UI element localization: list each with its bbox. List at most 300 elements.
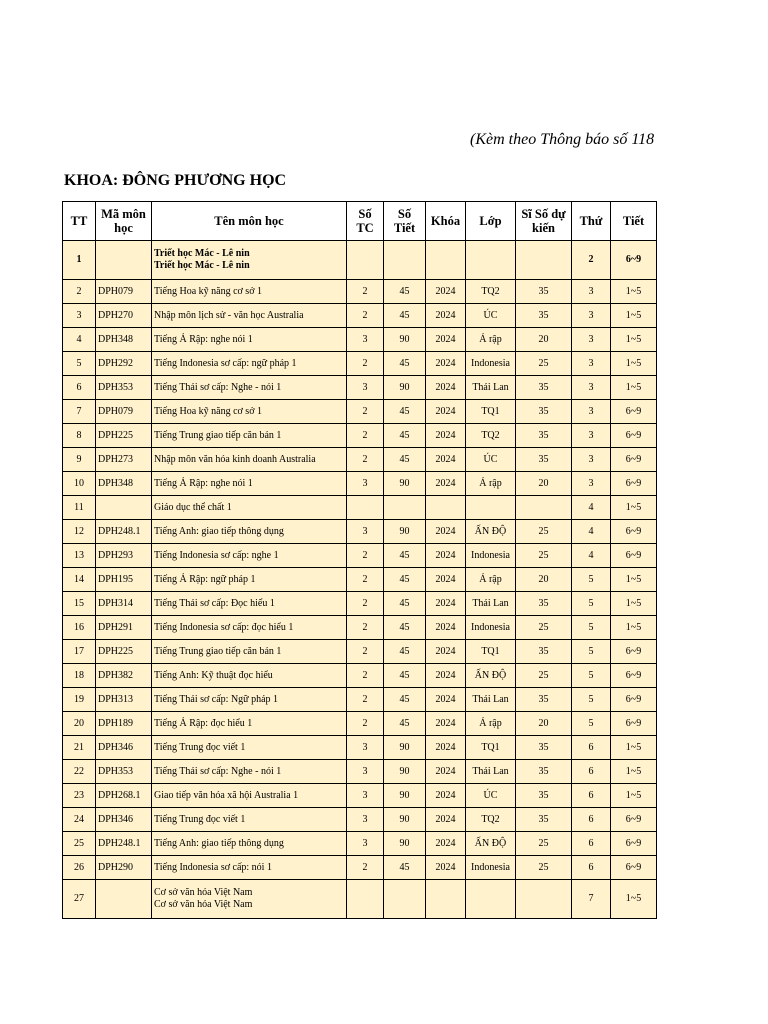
table-row [63,280,657,304]
cell-tiet: 6~9 [611,544,657,568]
cell-lop: Thái Lan [466,688,516,712]
cell-siso: 35 [516,448,572,472]
cell-tiets: 90 [384,328,426,352]
cell-ma: DPH273 [96,448,152,472]
cell-khoa: 2024 [426,304,466,328]
cell-ma [96,241,152,280]
cell-ma: DPH290 [96,856,152,880]
col-header-siso: Sĩ Số dự kiến [516,202,572,241]
cell-tt: 17 [63,640,96,664]
cell-name: Tiếng Thái sơ cấp: Nghe - nói 1 [152,760,347,784]
cell-tt: 11 [63,496,96,520]
cell-tiets: 90 [384,736,426,760]
col-header-tt: TT [63,202,96,241]
cell-thu: 5 [572,664,611,688]
cell-tiet: 1~5 [611,328,657,352]
col-header-tiet: Tiết [611,202,657,241]
cell-khoa: 2024 [426,856,466,880]
cell-tiets [384,496,426,520]
cell-name: Tiếng Thái sơ cấp: Đọc hiểu 1 [152,592,347,616]
cell-tt: 22 [63,760,96,784]
cell-lop: ẤN ĐỘ [466,520,516,544]
cell-tiets: 45 [384,568,426,592]
cell-tiet: 1~5 [611,736,657,760]
table-row [63,352,657,376]
cell-name: Tiếng Trung đọc viết 1 [152,808,347,832]
cell-tiets: 45 [384,544,426,568]
cell-tiets: 45 [384,304,426,328]
cell-name: Giáo dục thể chất 1 [152,496,347,520]
cell-siso: 35 [516,688,572,712]
cell-tiet: 1~5 [611,376,657,400]
cell-tiets: 45 [384,616,426,640]
cell-name: Tiếng Anh: giao tiếp thông dụng [152,832,347,856]
cell-tiet: 6~9 [611,664,657,688]
cell-lop [466,241,516,280]
cell-ma: DPH225 [96,424,152,448]
cell-tiets: 45 [384,448,426,472]
cell-khoa: 2024 [426,328,466,352]
col-header-ma: Mã môn học [96,202,152,241]
table-row [63,760,657,784]
cell-name: Tiếng Indonesia sơ cấp: nghe 1 [152,544,347,568]
cell-lop: Thái Lan [466,592,516,616]
cell-siso: 35 [516,736,572,760]
cell-siso: 25 [516,544,572,568]
cell-tt: 25 [63,832,96,856]
cell-tiets [384,241,426,280]
cell-thu: 3 [572,280,611,304]
cell-tt: 4 [63,328,96,352]
cell-lop: Indonesia [466,544,516,568]
cell-ma: DPH248.1 [96,520,152,544]
cell-tt: 3 [63,304,96,328]
cell-tt: 16 [63,616,96,640]
cell-khoa: 2024 [426,424,466,448]
cell-siso: 20 [516,712,572,736]
cell-tiet: 1~5 [611,784,657,808]
col-header-sotc: Số TC [347,202,384,241]
table-row [63,688,657,712]
cell-ma: DPH079 [96,400,152,424]
table-row [63,328,657,352]
table-row [63,241,657,280]
cell-tiet: 6~9 [611,712,657,736]
cell-lop: Indonesia [466,856,516,880]
cell-tiets: 45 [384,640,426,664]
cell-lop: Indonesia [466,616,516,640]
cell-name: Tiếng Thái sơ cấp: Ngữ pháp 1 [152,688,347,712]
cell-name: Giao tiếp văn hóa xã hội Australia 1 [152,784,347,808]
cell-tt: 7 [63,400,96,424]
cell-siso: 20 [516,472,572,496]
cell-tc: 2 [347,448,384,472]
cell-ma: DPH268.1 [96,784,152,808]
cell-lop: ẤN ĐỘ [466,664,516,688]
cell-tc: 3 [347,760,384,784]
cell-name: Tiếng Anh: Kỹ thuật đọc hiểu [152,664,347,688]
table-row [63,304,657,328]
cell-thu: 2 [572,241,611,280]
table-row [63,664,657,688]
cell-tc: 2 [347,592,384,616]
cell-tt: 5 [63,352,96,376]
table-row [63,568,657,592]
cell-lop: TQ2 [466,280,516,304]
cell-name: Nhập môn lịch sử - văn học Australia [152,304,347,328]
col-header-thu: Thứ [572,202,611,241]
cell-khoa: 2024 [426,280,466,304]
cell-tiet: 6~9 [611,448,657,472]
cell-siso [516,880,572,919]
cell-lop: Thái Lan [466,760,516,784]
schedule-table [62,201,657,919]
cell-thu: 4 [572,496,611,520]
cell-name: Tiếng Thái sơ cấp: Nghe - nói 1 [152,376,347,400]
cell-tiets: 45 [384,856,426,880]
cell-ma: DPH291 [96,616,152,640]
cell-thu: 3 [572,448,611,472]
cell-khoa: 2024 [426,568,466,592]
cell-thu: 5 [572,568,611,592]
cell-name: Tiếng Ả Rập: nghe nói 1 [152,328,347,352]
cell-tiet: 1~5 [611,592,657,616]
cell-ma: DPH382 [96,664,152,688]
cell-thu: 3 [572,352,611,376]
cell-khoa: 2024 [426,832,466,856]
cell-ma: DPH353 [96,760,152,784]
cell-tc: 2 [347,400,384,424]
cell-khoa: 2024 [426,472,466,496]
cell-tiets: 90 [384,760,426,784]
cell-tc: 2 [347,664,384,688]
table-row [63,544,657,568]
col-header-ten: Tên môn học [152,202,347,241]
cell-ma: DPH248.1 [96,832,152,856]
cell-ma: DPH270 [96,304,152,328]
table-row [63,640,657,664]
cell-lop: ÚC [466,784,516,808]
cell-lop [466,496,516,520]
cell-lop [466,880,516,919]
cell-tiets [384,880,426,919]
table-row [63,784,657,808]
cell-ma: DPH346 [96,736,152,760]
cell-tt: 2 [63,280,96,304]
cell-tc: 2 [347,856,384,880]
cell-name: Tiếng Trung giao tiếp căn bản 1 [152,640,347,664]
cell-khoa: 2024 [426,448,466,472]
cell-tc: 2 [347,544,384,568]
cell-name: Nhập môn văn hóa kinh doanh Australia [152,448,347,472]
cell-tiet: 6~9 [611,808,657,832]
cell-name: Tiếng Trung giao tiếp căn bản 1 [152,424,347,448]
cell-tiets: 45 [384,592,426,616]
cell-thu: 7 [572,880,611,919]
cell-siso: 35 [516,760,572,784]
table-header [63,202,657,241]
cell-tiet: 6~9 [611,241,657,280]
cell-tc: 3 [347,808,384,832]
col-header-khoa: Khóa [426,202,466,241]
cell-name: Tiếng Hoa kỹ năng cơ sở 1 [152,400,347,424]
cell-tc: 3 [347,472,384,496]
cell-tc: 2 [347,304,384,328]
cell-name: Tiếng Anh: giao tiếp thông dụng [152,520,347,544]
cell-khoa: 2024 [426,640,466,664]
cell-tiets: 90 [384,376,426,400]
cell-khoa: 2024 [426,352,466,376]
cell-thu: 3 [572,328,611,352]
cell-siso: 35 [516,400,572,424]
cell-lop: Indonesia [466,352,516,376]
cell-khoa: 2024 [426,592,466,616]
cell-tiets: 45 [384,424,426,448]
cell-khoa: 2024 [426,616,466,640]
table-row [63,376,657,400]
cell-siso: 25 [516,856,572,880]
cell-ma: DPH346 [96,808,152,832]
cell-tiet: 6~9 [611,424,657,448]
cell-ma: DPH293 [96,544,152,568]
cell-khoa: 2024 [426,520,466,544]
cell-tiet: 6~9 [611,688,657,712]
cell-khoa: 2024 [426,712,466,736]
cell-ma: DPH225 [96,640,152,664]
cell-tiet: 1~5 [611,760,657,784]
cell-siso: 35 [516,376,572,400]
cell-tiet: 1~5 [611,568,657,592]
cell-tiet: 1~5 [611,880,657,919]
cell-siso: 25 [516,832,572,856]
table-row [63,736,657,760]
table-row [63,472,657,496]
cell-ma: DPH292 [96,352,152,376]
cell-lop: TQ2 [466,424,516,448]
cell-tiets: 45 [384,352,426,376]
cell-tiet: 1~5 [611,352,657,376]
cell-ma: DPH189 [96,712,152,736]
cell-siso: 20 [516,328,572,352]
cell-tiet: 6~9 [611,520,657,544]
cell-tiets: 45 [384,688,426,712]
table-row [63,496,657,520]
cell-tc [347,880,384,919]
cell-siso: 35 [516,304,572,328]
cell-name: Tiếng Indonesia sơ cấp: nói 1 [152,856,347,880]
cell-tt: 21 [63,736,96,760]
cell-name: Triết học Mác - Lê nin Triết học Mác - Lê nin [152,241,347,280]
cell-tc: 2 [347,712,384,736]
cell-tt: 13 [63,544,96,568]
cell-tiet: 6~9 [611,856,657,880]
cell-tc: 3 [347,328,384,352]
table-row [63,424,657,448]
cell-tc [347,496,384,520]
cell-thu: 4 [572,544,611,568]
cell-thu: 6 [572,856,611,880]
cell-ma [96,880,152,919]
cell-name: Cơ sở văn hóa Việt Nam Cơ sở văn hóa Việt Nam [152,880,347,919]
cell-thu: 3 [572,376,611,400]
cell-name: Tiếng Indonesia sơ cấp: đọc hiểu 1 [152,616,347,640]
cell-khoa: 2024 [426,664,466,688]
cell-khoa: 2024 [426,400,466,424]
cell-ma [96,496,152,520]
cell-lop: TQ1 [466,736,516,760]
cell-ma: DPH195 [96,568,152,592]
cell-tiet: 1~5 [611,616,657,640]
cell-siso: 25 [516,352,572,376]
cell-tt: 27 [63,880,96,919]
cell-tt: 6 [63,376,96,400]
cell-khoa: 2024 [426,544,466,568]
cell-tt: 14 [63,568,96,592]
cell-tt: 23 [63,784,96,808]
cell-siso [516,241,572,280]
cell-khoa: 2024 [426,688,466,712]
cell-thu: 5 [572,688,611,712]
table-row [63,880,657,919]
cell-thu: 3 [572,424,611,448]
cell-tc: 2 [347,352,384,376]
cell-ma: DPH079 [96,280,152,304]
table-row [63,616,657,640]
cell-thu: 5 [572,640,611,664]
cell-tiet: 1~5 [611,304,657,328]
cell-khoa: 2024 [426,736,466,760]
cell-tiets: 45 [384,400,426,424]
cell-thu: 5 [572,712,611,736]
cell-name: Tiếng Trung đọc viết 1 [152,736,347,760]
cell-siso: 35 [516,592,572,616]
cell-tiets: 45 [384,280,426,304]
cell-lop: Ả rập [466,472,516,496]
cell-ma: DPH313 [96,688,152,712]
cell-tc: 2 [347,688,384,712]
cell-name: Tiếng Ả Rập: ngữ pháp 1 [152,568,347,592]
cell-tiets: 45 [384,664,426,688]
cell-lop: Ả rập [466,328,516,352]
table-row [63,520,657,544]
cell-lop: Thái Lan [466,376,516,400]
cell-lop: Ả rập [466,712,516,736]
cell-siso: 35 [516,640,572,664]
cell-thu: 6 [572,736,611,760]
cell-tiets: 90 [384,832,426,856]
cell-name: Tiếng Ả Rập: nghe nói 1 [152,472,347,496]
cell-tt: 15 [63,592,96,616]
cell-khoa: 2024 [426,808,466,832]
cell-tc [347,241,384,280]
cell-thu: 4 [572,520,611,544]
cell-khoa [426,880,466,919]
cell-thu: 6 [572,808,611,832]
cell-thu: 6 [572,784,611,808]
cell-thu: 6 [572,760,611,784]
cell-tiet: 1~5 [611,496,657,520]
cell-tt: 12 [63,520,96,544]
cell-tt: 1 [63,241,96,280]
cell-name: Tiếng Indonesia sơ cấp: ngữ pháp 1 [152,352,347,376]
col-header-sotiet: Số Tiết [384,202,426,241]
cell-tc: 2 [347,616,384,640]
cell-siso: 20 [516,568,572,592]
table-row [63,832,657,856]
cell-tc: 3 [347,376,384,400]
table-row [63,448,657,472]
cell-siso: 25 [516,616,572,640]
cell-khoa: 2024 [426,760,466,784]
cell-khoa: 2024 [426,376,466,400]
cell-thu: 3 [572,304,611,328]
cell-tt: 10 [63,472,96,496]
cell-tc: 3 [347,832,384,856]
cell-khoa [426,496,466,520]
cell-thu: 3 [572,400,611,424]
cell-siso: 25 [516,664,572,688]
cell-lop: ÚC [466,448,516,472]
cell-lop: TQ1 [466,640,516,664]
cell-tiets: 45 [384,712,426,736]
col-header-lop: Lớp [466,202,516,241]
cell-khoa [426,241,466,280]
cell-siso: 35 [516,784,572,808]
cell-tc: 2 [347,568,384,592]
cell-tt: 19 [63,688,96,712]
cell-tiet: 6~9 [611,832,657,856]
cell-siso: 35 [516,280,572,304]
cell-siso: 35 [516,424,572,448]
cell-tt: 26 [63,856,96,880]
cell-tt: 24 [63,808,96,832]
cell-siso: 35 [516,808,572,832]
table-row [63,712,657,736]
cell-tc: 2 [347,640,384,664]
cell-tiets: 90 [384,784,426,808]
cell-lop: TQ1 [466,400,516,424]
cell-tiet: 1~5 [611,280,657,304]
cell-tiets: 90 [384,520,426,544]
cell-tc: 2 [347,424,384,448]
cell-ma: DPH348 [96,472,152,496]
cell-lop: ẤN ĐỘ [466,832,516,856]
table-row [63,400,657,424]
cell-tt: 8 [63,424,96,448]
faculty-title: KHOA: ĐÔNG PHƯƠNG HỌC [64,172,287,189]
cell-thu: 5 [572,592,611,616]
table-body [63,241,657,919]
header-note: (Kèm theo Thông báo số 118 [470,131,655,148]
cell-tt: 9 [63,448,96,472]
cell-tc: 3 [347,736,384,760]
cell-lop: Ả rập [466,568,516,592]
cell-tiet: 6~9 [611,400,657,424]
table-row [63,592,657,616]
cell-lop: TQ2 [466,808,516,832]
cell-thu: 6 [572,832,611,856]
cell-tiets: 90 [384,472,426,496]
cell-ma: DPH348 [96,328,152,352]
table-row [63,808,657,832]
cell-tc: 3 [347,784,384,808]
table-row [63,856,657,880]
cell-ma: DPH314 [96,592,152,616]
cell-tc: 3 [347,520,384,544]
cell-name: Tiếng Ả Rập: đọc hiểu 1 [152,712,347,736]
cell-siso [516,496,572,520]
cell-lop: ÚC [466,304,516,328]
